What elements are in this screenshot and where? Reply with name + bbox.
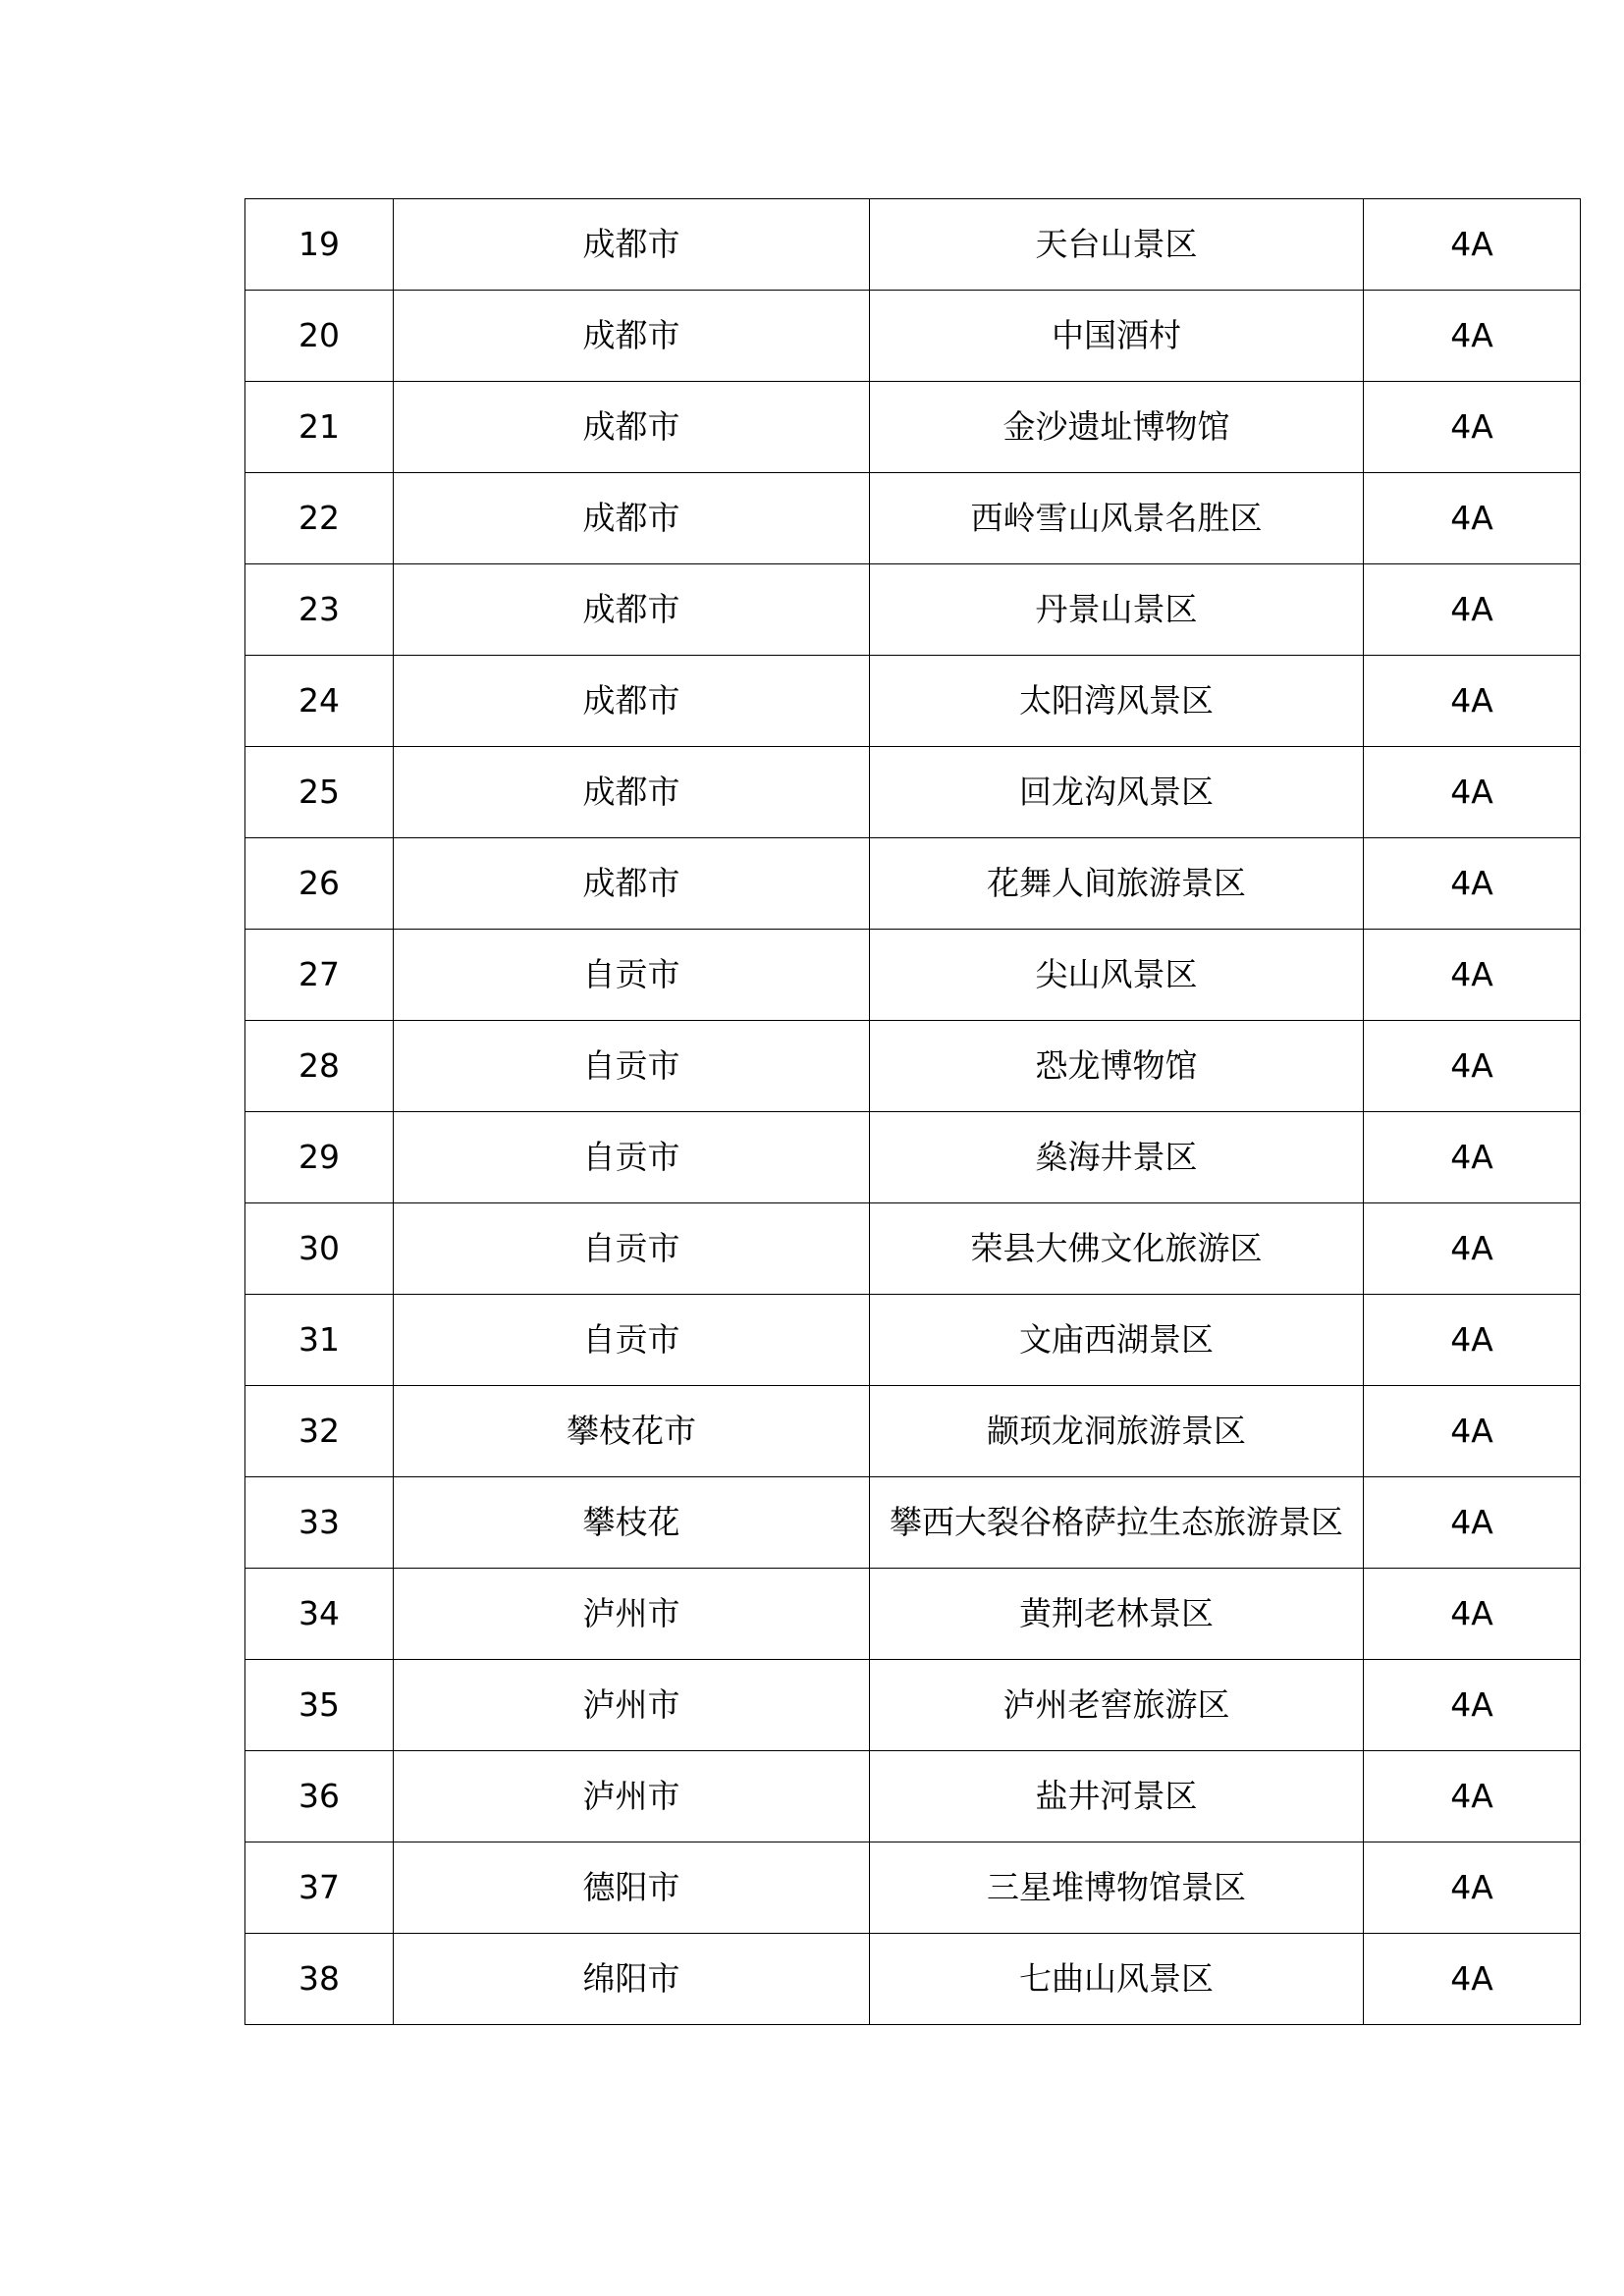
- city-cell: 泸州市: [394, 1751, 870, 1842]
- scenic-name-cell: 回龙沟风景区: [870, 747, 1364, 838]
- level-cell: 4A: [1364, 656, 1581, 747]
- level-cell: 4A: [1364, 747, 1581, 838]
- city-cell: 攀枝花: [394, 1477, 870, 1569]
- table-row: [245, 1934, 1581, 2025]
- table-row: [245, 1203, 1581, 1295]
- table-row: [245, 473, 1581, 564]
- city-cell: 成都市: [394, 199, 870, 291]
- row-number: 33: [245, 1477, 394, 1569]
- level-cell: 4A: [1364, 1751, 1581, 1842]
- level-cell: 4A: [1364, 473, 1581, 564]
- city-cell: 成都市: [394, 747, 870, 838]
- table-row: [245, 1569, 1581, 1660]
- table-row: [245, 656, 1581, 747]
- city-cell: 自贡市: [394, 1021, 870, 1112]
- scenic-name-cell: 尖山风景区: [870, 930, 1364, 1021]
- row-number: 20: [245, 291, 394, 382]
- table-row: [245, 1112, 1581, 1203]
- scenic-name-cell: 攀西大裂谷格萨拉生态旅游景区: [870, 1477, 1364, 1569]
- table-row: [245, 199, 1581, 291]
- level-cell: 4A: [1364, 1842, 1581, 1934]
- table-row: [245, 838, 1581, 930]
- row-number: 36: [245, 1751, 394, 1842]
- level-cell: 4A: [1364, 1021, 1581, 1112]
- level-cell: 4A: [1364, 1934, 1581, 2025]
- scenic-name-cell: 金沙遗址博物馆: [870, 382, 1364, 473]
- level-cell: 4A: [1364, 1295, 1581, 1386]
- table-body: [245, 199, 1581, 2025]
- level-cell: 4A: [1364, 291, 1581, 382]
- city-cell: 成都市: [394, 382, 870, 473]
- level-cell: 4A: [1364, 1112, 1581, 1203]
- scenic-name-cell: 天台山景区: [870, 199, 1364, 291]
- row-number: 28: [245, 1021, 394, 1112]
- level-cell: 4A: [1364, 1203, 1581, 1295]
- scenic-name-cell: 恐龙博物馆: [870, 1021, 1364, 1112]
- table-row: [245, 1751, 1581, 1842]
- table-row: [245, 382, 1581, 473]
- city-cell: 绵阳市: [394, 1934, 870, 2025]
- scenic-name-cell: 西岭雪山风景名胜区: [870, 473, 1364, 564]
- level-cell: 4A: [1364, 1569, 1581, 1660]
- row-number: 19: [245, 199, 394, 291]
- scenic-name-cell: 七曲山风景区: [870, 1934, 1364, 2025]
- scenic-spot-table: [244, 198, 1581, 2025]
- level-cell: 4A: [1364, 1477, 1581, 1569]
- city-cell: 成都市: [394, 656, 870, 747]
- row-number: 22: [245, 473, 394, 564]
- city-cell: 泸州市: [394, 1569, 870, 1660]
- row-number: 38: [245, 1934, 394, 2025]
- level-cell: 4A: [1364, 564, 1581, 656]
- table-row: [245, 1660, 1581, 1751]
- city-cell: 自贡市: [394, 1112, 870, 1203]
- scenic-name-cell: 中国酒村: [870, 291, 1364, 382]
- table-row: [245, 1386, 1581, 1477]
- city-cell: 自贡市: [394, 1295, 870, 1386]
- level-cell: 4A: [1364, 382, 1581, 473]
- city-cell: 自贡市: [394, 1203, 870, 1295]
- level-cell: 4A: [1364, 199, 1581, 291]
- city-cell: 成都市: [394, 838, 870, 930]
- row-number: 26: [245, 838, 394, 930]
- scenic-name-cell: 太阳湾风景区: [870, 656, 1364, 747]
- city-cell: 成都市: [394, 473, 870, 564]
- level-cell: 4A: [1364, 1660, 1581, 1751]
- table-row: [245, 564, 1581, 656]
- table-row: [245, 291, 1581, 382]
- table-row: [245, 930, 1581, 1021]
- city-cell: 自贡市: [394, 930, 870, 1021]
- row-number: 30: [245, 1203, 394, 1295]
- city-cell: 德阳市: [394, 1842, 870, 1934]
- table-row: [245, 1295, 1581, 1386]
- level-cell: 4A: [1364, 838, 1581, 930]
- row-number: 35: [245, 1660, 394, 1751]
- scenic-name-cell: 文庙西湖景区: [870, 1295, 1364, 1386]
- level-cell: 4A: [1364, 1386, 1581, 1477]
- row-number: 31: [245, 1295, 394, 1386]
- row-number: 24: [245, 656, 394, 747]
- scenic-name-cell: 花舞人间旅游景区: [870, 838, 1364, 930]
- row-number: 37: [245, 1842, 394, 1934]
- row-number: 34: [245, 1569, 394, 1660]
- row-number: 21: [245, 382, 394, 473]
- table-row: [245, 1477, 1581, 1569]
- city-cell: 成都市: [394, 564, 870, 656]
- scenic-name-cell: 荣县大佛文化旅游区: [870, 1203, 1364, 1295]
- city-cell: 攀枝花市: [394, 1386, 870, 1477]
- level-cell: 4A: [1364, 930, 1581, 1021]
- scenic-name-cell: 黄荆老林景区: [870, 1569, 1364, 1660]
- scenic-name-cell: 盐井河景区: [870, 1751, 1364, 1842]
- scenic-name-cell: 泸州老窖旅游区: [870, 1660, 1364, 1751]
- city-cell: 泸州市: [394, 1660, 870, 1751]
- table-row: [245, 1842, 1581, 1934]
- table-row: [245, 1021, 1581, 1112]
- row-number: 32: [245, 1386, 394, 1477]
- scenic-name-cell: 燊海井景区: [870, 1112, 1364, 1203]
- row-number: 23: [245, 564, 394, 656]
- row-number: 25: [245, 747, 394, 838]
- scenic-name-cell: 颛顼龙洞旅游景区: [870, 1386, 1364, 1477]
- table-row: [245, 747, 1581, 838]
- city-cell: 成都市: [394, 291, 870, 382]
- row-number: 29: [245, 1112, 394, 1203]
- scenic-name-cell: 三星堆博物馆景区: [870, 1842, 1364, 1934]
- row-number: 27: [245, 930, 394, 1021]
- scenic-name-cell: 丹景山景区: [870, 564, 1364, 656]
